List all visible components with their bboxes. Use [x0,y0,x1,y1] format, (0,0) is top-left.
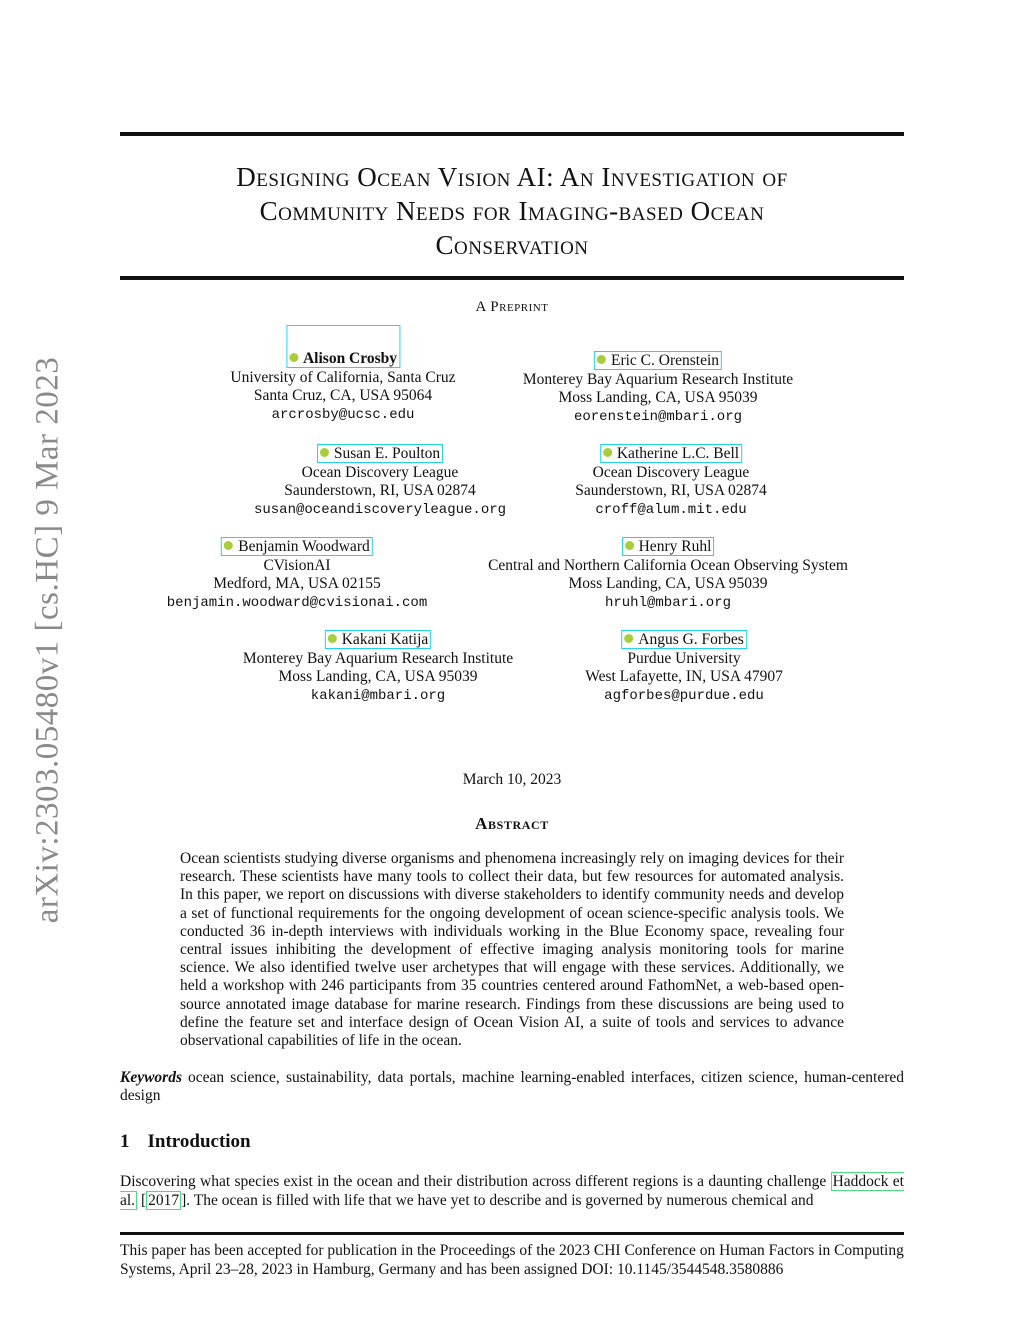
title-line-3: Conservation [435,230,589,260]
author-affiliation: Monterey Bay Aquarium Research Institute [242,649,514,667]
footnote: This paper has been accepted for publication in the Proceedings of the 2023 CHI Conference on Human Factors in Computing Systems, April 23–28, 2023 in Hamburg, Germany and has been assigned DOI: 10.1145/3544548.3580886 [120,1242,904,1278]
author-affiliation: Purdue University [627,649,741,667]
author-name-link[interactable]: Henry Ruhl [622,537,715,556]
author-email[interactable]: kakani@mbari.org [310,687,446,704]
section-number: 1 [120,1131,130,1152]
title-top-rule [120,132,904,136]
title-line-1: Designing Ocean Vision AI: An Investigation of [236,162,788,192]
author-location: Santa Cruz, CA, USA 95064 [253,387,433,404]
author-location: Moss Landing, CA, USA 95039 [278,668,478,685]
author-location: West Lafayette, IN, USA 47907 [585,668,783,685]
section-heading [120,1131,251,1153]
orcid-icon[interactable] [624,634,633,643]
keywords-text: ocean science, sustainability, data portals, machine learning-enabled interfaces, citizen science, human-centered design [120,1069,904,1105]
intro-paragraph [120,1172,904,1210]
publication-date: March 10, 2023 [462,771,562,788]
keywords-label: Keywords [120,1069,182,1086]
orcid-icon[interactable] [597,355,606,364]
author-name-link[interactable]: Alison Crosby [286,325,400,368]
author-block [488,537,848,612]
author-affiliation: University of California, Santa Cruz [230,368,456,386]
author-name-link[interactable]: Eric C. Orenstein [594,351,722,370]
orcid-icon[interactable] [603,448,612,457]
author-affiliation: Monterey Bay Aquarium Research Institute [522,370,794,388]
author-block [243,630,513,705]
paper-title [120,160,904,262]
author-email[interactable]: susan@oceandiscoveryleague.org [253,501,507,518]
author-affiliation: CVisionAI [263,556,331,574]
orcid-icon[interactable] [224,541,233,550]
author-affiliation: Central and Northern California Ocean Observing System [488,556,848,574]
orcid-icon[interactable] [625,541,634,550]
author-email[interactable]: arcrosby@ucsc.edu [271,406,415,423]
author-location: Medford, MA, USA 02155 [213,575,381,592]
orcid-icon[interactable] [328,634,337,643]
author-block [167,537,427,612]
intro-text-end: ]. The ocean is filled with life that we have yet to describe and is governed by numerous chemical and [181,1192,814,1209]
citation-year-link[interactable]: 2017 [148,1192,180,1209]
author-block [254,444,506,519]
abstract-text: Ocean scientists studying diverse organisms and phenomena increasingly rely on imaging devices for their research. These scientists have many tools to collect their data, but few resources for automated analysis. In this paper, we report on discussions with diverse stakeholders to identify community needs and develop a set of functional requirements for the ongoing development of ocean science-specific analysis tools. We conducted 36 in-depth interviews with individuals working in the Blue Economy space, revealing four central issues inhibiting the development of effective imaging analysis monitoring tools for marine science. We also identified twelve user archetypes that will engage with these services. Additionally, we held a workshop with 246 participants from 35 countries centered around FathomNet, a web-based open-source annotated image database for marine research. Findings from these discussions are being used to define the feature set and interface design of Ocean Vision AI, a suite of tools and services to advance observational capabilities of life in the ocean. [180,850,844,1050]
author-email[interactable]: benjamin.woodward@cvisionai.com [166,594,428,611]
author-email[interactable]: agforbes@purdue.edu [604,687,764,704]
title-bottom-rule [120,276,904,280]
author-location: Moss Landing, CA, USA 95039 [568,575,768,592]
section-title: Introduction [147,1131,251,1152]
author-block [585,630,783,705]
author-name-link[interactable]: Benjamin Woodward [221,537,373,556]
author-block [575,444,767,519]
author-location: Saunderstown, RI, USA 02874 [284,482,476,499]
orcid-icon[interactable] [320,448,329,457]
author-affiliation: Ocean Discovery League [592,463,750,481]
author-name-link[interactable]: Katherine L.C. Bell [600,444,742,463]
author-email[interactable]: eorenstein@mbari.org [573,408,743,425]
orcid-icon[interactable] [289,353,298,362]
footnote-rule [120,1232,904,1235]
citation-bracket: [ [137,1192,147,1209]
intro-text-start: Discovering what species exist in the ocean and their distribution across different regions is a daunting challenge [120,1173,831,1190]
author-name-link[interactable]: Angus G. Forbes [621,630,747,649]
author-affiliation: Ocean Discovery League [301,463,459,481]
author-email[interactable]: croff@alum.mit.edu [595,501,747,518]
citation-author-link[interactable]: Haddock et al. [120,1173,904,1209]
arxiv-sidebar-id: arXiv:2303.05480v1 [cs.HC] 9 Mar 2023 [29,356,66,924]
title-line-2: Community Needs for Imaging-based Ocean [259,196,765,226]
preprint-label: A Preprint [475,299,549,315]
author-email[interactable]: hruhl@mbari.org [604,594,732,611]
author-location: Saunderstown, RI, USA 02874 [575,482,767,499]
abstract-heading: Abstract [475,814,549,833]
keywords [120,1069,904,1105]
author-name-link[interactable]: Kakani Katija [325,630,432,649]
author-block [230,325,455,424]
author-name-link[interactable]: Susan E. Poulton [317,444,443,463]
author-block [523,351,793,426]
author-location: Moss Landing, CA, USA 95039 [558,389,758,406]
